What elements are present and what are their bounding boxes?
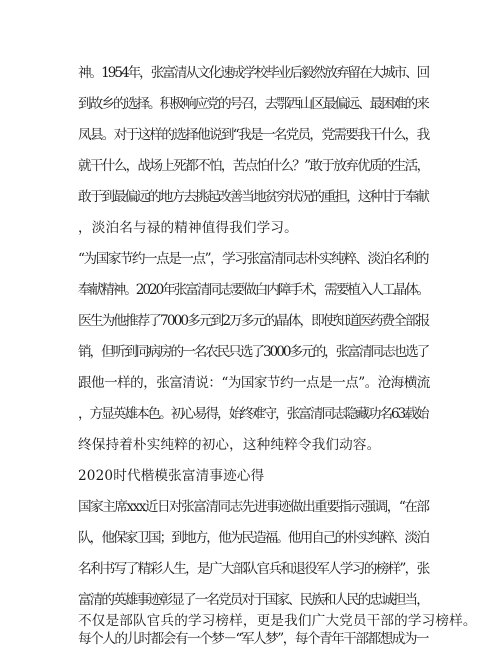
- paragraph-line: 国家主席xxx近日对张富清同志先进事迹做出重要指示强调，“在部: [78, 499, 429, 515]
- paragraph-line: 凤县。对于这样的选择他说到“我是一名党员，党需要我干什么，我: [78, 127, 429, 143]
- paragraph-line: 终保持着朴实纯粹的初心，这种纯粹令我们动容。: [78, 437, 381, 453]
- paragraph-line: 名利书写了精彩人生，是广大部队官兵和退役军人学习的榜样”，张: [78, 561, 429, 577]
- paragraph-line: 不仅是部队官兵的学习榜样，更是我们广大党员干部的学习榜样。: [78, 613, 477, 629]
- paragraph-line: “为国家节约一点是一点”，学习张富清同志朴实纯粹、淡泊名利的: [78, 251, 429, 267]
- paragraph-line: ，淡泊名与禄的精神值得我们学习。: [78, 220, 298, 236]
- paragraph-line: 到故乡的选择。积极响应党的号召，去鄂西山区最偏远、最困难的来: [78, 96, 428, 112]
- paragraph-line: 销，但听到同病房的一名农民只选了3000多元的，张富清同志也选了: [78, 344, 429, 360]
- section-heading: 2020时代楷模张富清事迹心得: [78, 468, 265, 484]
- paragraph-line: ，方显英雄本色。初心易得，始终难守，张富清同志隐藏功名63载始: [78, 406, 428, 422]
- paragraph-line: 每个人的儿时都会有一个梦－“军人梦”，每个青年干部都想成为一: [78, 631, 429, 647]
- paragraph-line: 队，他保家卫国；到地方，他为民造福。他用自己的朴实纯粹、淡泊: [78, 530, 428, 546]
- paragraph-line: 富清的英雄事迹彰显了一名党员对于国家、民族和人民的忠诚担当，: [78, 592, 428, 608]
- paragraph-line: 就干什么，战场上死都不怕，苦点怕什么？”敢于放弃优质的生活，: [78, 158, 429, 174]
- paragraph-line: 敢于到最偏远的地方去挑起改善当地贫穷状况的重担，这种甘于奉献: [78, 189, 428, 205]
- paragraph-line: 医生为他推荐了7000多元到2万多元的晶体，即使知道医药费全部报: [78, 313, 429, 329]
- paragraph-line: 跟他一样的，张富清说：“为国家节约一点是一点”。沧海横流: [78, 375, 430, 391]
- paragraph-line: 神。1954年，张富清从文化速成学校毕业后毅然放弃留在大城市、回: [78, 65, 429, 81]
- paragraph-line: 奉献精神。2020年张富清同志要做白内障手术，需要植入人工晶体。: [78, 282, 429, 298]
